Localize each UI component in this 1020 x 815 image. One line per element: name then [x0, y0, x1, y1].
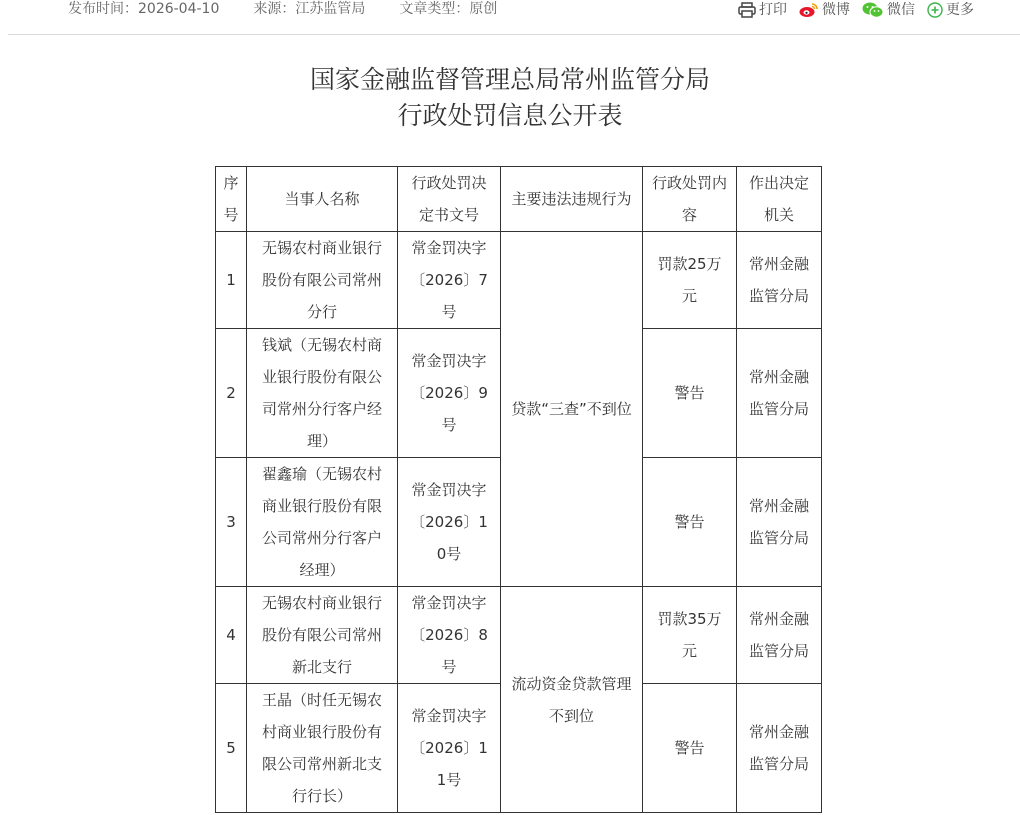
- source: 来源：江苏监管局: [253, 1, 366, 17]
- row-no: 5: [216, 684, 247, 813]
- row-doc: 常金罚决字〔2026〕10号: [398, 458, 501, 587]
- article-meta: [68, 0, 497, 20]
- row-party: 无锡农村商业银行股份有限公司常州新北支行: [247, 587, 398, 684]
- more-label: 更多: [946, 2, 974, 18]
- row-doc: 常金罚决字〔2026〕8号: [398, 587, 501, 684]
- row-doc: 常金罚决字〔2026〕11号: [398, 684, 501, 813]
- weibo-button[interactable]: [799, 0, 850, 20]
- header-no: 序号: [216, 167, 247, 232]
- row-no: 4: [216, 587, 247, 684]
- row-penalty: 警告: [643, 458, 737, 587]
- row-violation: 流动资金贷款管理不到位: [501, 587, 643, 813]
- table-header-row: [216, 167, 822, 232]
- publish-time: 发布时间：2026-04-10: [68, 1, 220, 17]
- header-authority: 作出决定机关: [737, 167, 822, 232]
- penalty-table: [215, 166, 822, 813]
- row-authority: 常州金融监管分局: [737, 232, 822, 329]
- row-penalty: 罚款35万元: [643, 587, 737, 684]
- page-title: [0, 62, 1020, 134]
- row-doc: 常金罚决字〔2026〕9号: [398, 329, 501, 458]
- table-row: [216, 587, 822, 684]
- weibo-icon: [799, 2, 819, 18]
- more-button[interactable]: [927, 0, 974, 20]
- row-authority: 常州金融监管分局: [737, 329, 822, 458]
- header-doc: 行政处罚决定书文号: [398, 167, 501, 232]
- row-violation: 贷款“三查”不到位: [501, 232, 643, 587]
- row-no: 3: [216, 458, 247, 587]
- row-authority: 常州金融监管分局: [737, 684, 822, 813]
- wechat-button[interactable]: [862, 0, 915, 20]
- header-divider: [8, 34, 1020, 35]
- row-authority: 常州金融监管分局: [737, 587, 822, 684]
- header-violation: 主要违法违规行为: [501, 167, 643, 232]
- row-party: 钱斌（无锡农村商业银行股份有限公司常州分行客户经理）: [247, 329, 398, 458]
- wechat-icon: [862, 2, 884, 18]
- row-party: 无锡农村商业银行股份有限公司常州分行: [247, 232, 398, 329]
- plus-circle-icon: [927, 2, 943, 18]
- table-row: [216, 232, 822, 329]
- wechat-label: 微信: [887, 2, 915, 18]
- row-no: 1: [216, 232, 247, 329]
- row-party: 翟鑫瑜（无锡农村商业银行股份有限公司常州分行客户经理）: [247, 458, 398, 587]
- row-doc: 常金罚决字〔2026〕7号: [398, 232, 501, 329]
- row-party: 王晶（时任无锡农村商业银行股份有限公司常州新北支行行长）: [247, 684, 398, 813]
- row-penalty: 警告: [643, 684, 737, 813]
- title-line-1: 国家金融监督管理总局常州监管分局: [309, 65, 710, 94]
- title-line-2: 行政处罚信息公开表: [397, 101, 623, 130]
- printer-icon: [738, 2, 756, 18]
- row-penalty: 罚款25万元: [643, 232, 737, 329]
- row-no: 2: [216, 329, 247, 458]
- print-button[interactable]: [738, 0, 787, 20]
- header-penalty: 行政处罚内容: [643, 167, 737, 232]
- row-penalty: 警告: [643, 329, 737, 458]
- doc-type: 文章类型：原创: [399, 1, 498, 17]
- weibo-label: 微博: [822, 2, 850, 18]
- share-bar: [738, 0, 974, 20]
- row-authority: 常州金融监管分局: [737, 458, 822, 587]
- header-party: 当事人名称: [247, 167, 398, 232]
- print-label: 打印: [759, 2, 787, 18]
